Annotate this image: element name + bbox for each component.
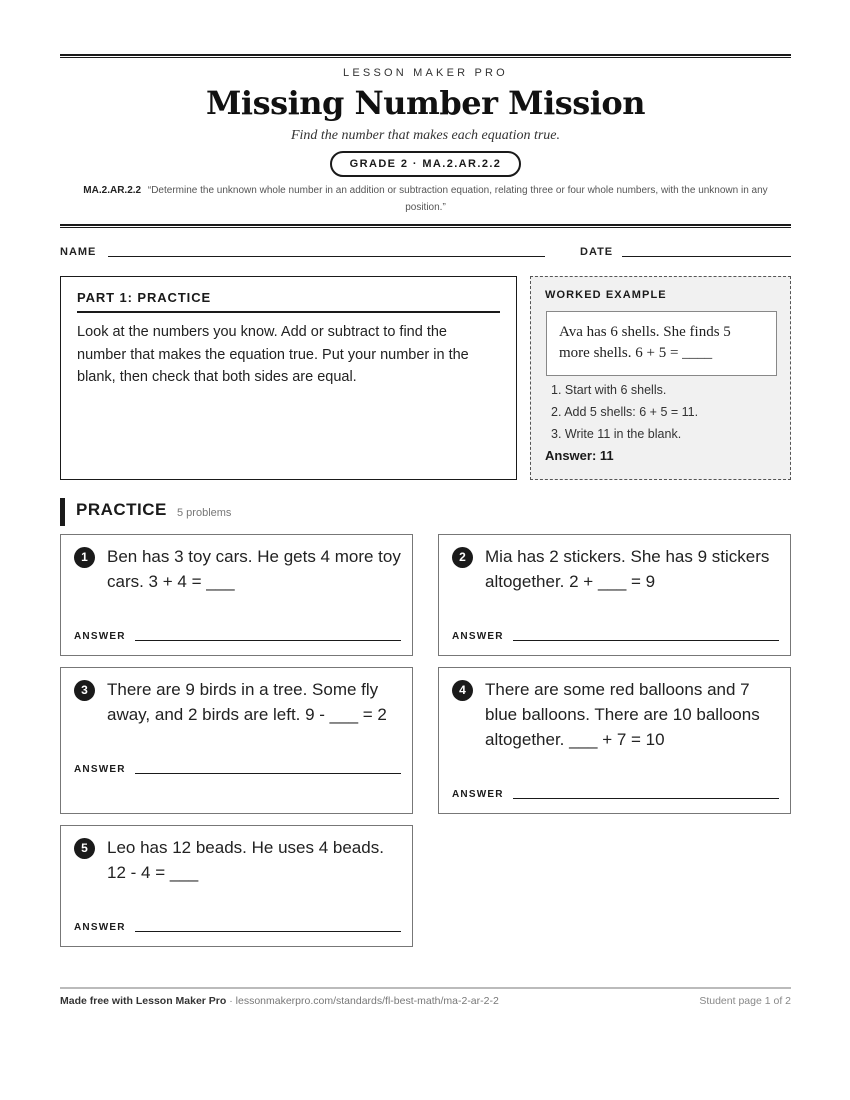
- worksheet-subtitle: Find the number that makes each equation true.: [290, 128, 561, 143]
- problem-card-2: [438, 534, 791, 656]
- answer-field[interactable]: [135, 931, 401, 932]
- worked-example-problem: Ava has 6 shells. She finds 5 more shells. 6 + 5 = ____: [546, 311, 777, 376]
- problem-number-badge: 4: [452, 680, 473, 701]
- problem-number-badge: 1: [74, 547, 95, 568]
- part1-instructions-box: [60, 276, 517, 480]
- header-bottom-rule: [60, 224, 791, 228]
- problem-card-4: [438, 667, 791, 814]
- date-field[interactable]: [622, 256, 791, 257]
- practice-accent-bar: [60, 498, 65, 526]
- problem-card-5: [60, 825, 413, 947]
- brand-name: LESSON MAKER PRO: [343, 67, 508, 79]
- problem-number-badge: 2: [452, 547, 473, 568]
- problem-text: Leo has 12 beads. He uses 4 beads. 12 - 4 = ___: [107, 838, 384, 882]
- practice-problem-count: 5 problems: [177, 507, 232, 519]
- part1-heading: PART 1: PRACTICE: [77, 290, 500, 313]
- answer-label: ANSWER: [74, 631, 126, 642]
- worksheet-title: Missing Number Mission: [205, 84, 646, 122]
- answer-label: ANSWER: [452, 789, 504, 800]
- problem-number-badge: 5: [74, 838, 95, 859]
- worked-example-steps: [551, 379, 698, 445]
- worked-step: 3. Write 11 in the blank.: [551, 427, 682, 441]
- worked-example-heading: WORKED EXAMPLE: [545, 289, 667, 301]
- answer-field[interactable]: [513, 640, 779, 641]
- answer-label: ANSWER: [452, 631, 504, 642]
- practice-heading: PRACTICE: [76, 500, 167, 519]
- answer-field[interactable]: [135, 773, 401, 774]
- worked-step: 1. Start with 6 shells.: [551, 383, 667, 397]
- header-top-rule: [60, 54, 791, 58]
- problem-text: There are 9 birds in a tree. Some fly away, and 2 birds are left. 9 - ___ = 2: [107, 680, 387, 724]
- footer-made-with: Made free with Lesson Maker Pro: [60, 995, 227, 1007]
- answer-label: ANSWER: [74, 764, 126, 775]
- footer-page-number: Student page 1 of 2: [699, 995, 791, 1007]
- problem-number-badge: 3: [74, 680, 95, 701]
- answer-field[interactable]: [513, 798, 779, 799]
- footer-credit: [60, 995, 499, 1007]
- standard-description: [60, 182, 791, 216]
- worked-step: 2. Add 5 shells: 6 + 5 = 11.: [551, 405, 699, 419]
- problem-text: Ben has 3 toy cars. He gets 4 more toy cars. 3 + 4 = ___: [107, 547, 401, 591]
- worked-answer-label: Answer:: [545, 448, 597, 463]
- worksheet-page: [60, 0, 791, 1100]
- footer-url[interactable]: · lessonmakerpro.com/standards/fl-best-math/ma-2-ar-2-2: [226, 995, 499, 1007]
- standard-code: MA.2.AR.2.2: [83, 185, 142, 196]
- part1-instructions: Look at the numbers you know. Add or subtract to find the number that makes the equation true. Put your number in the blank, then check that both sides are equal.: [77, 324, 469, 385]
- answer-label: ANSWER: [74, 922, 126, 933]
- name-label: NAME: [60, 246, 97, 258]
- problem-text: There are some red balloons and 7 blue balloons. There are 10 balloons altogether. ___ + 7 = 10: [485, 680, 760, 749]
- problem-card-1: [60, 534, 413, 656]
- answer-field[interactable]: [135, 640, 401, 641]
- date-label: DATE: [580, 246, 614, 258]
- name-field[interactable]: [108, 256, 545, 257]
- worked-example-answer: [545, 448, 614, 463]
- standard-text: “Determine the unknown whole number in an addition or subtraction equation, relating three or four whole numbers, with the unknown in any position.”: [147, 185, 768, 213]
- footer-rule: [60, 987, 791, 989]
- worked-example-box: [530, 276, 791, 480]
- problem-card-3: [60, 667, 413, 814]
- worked-answer-value: 11: [599, 448, 614, 463]
- grade-badge: GRADE 2 · MA.2.AR.2.2: [330, 151, 521, 177]
- problem-text: Mia has 2 stickers. She has 9 stickers altogether. 2 + ___ = 9: [485, 547, 770, 591]
